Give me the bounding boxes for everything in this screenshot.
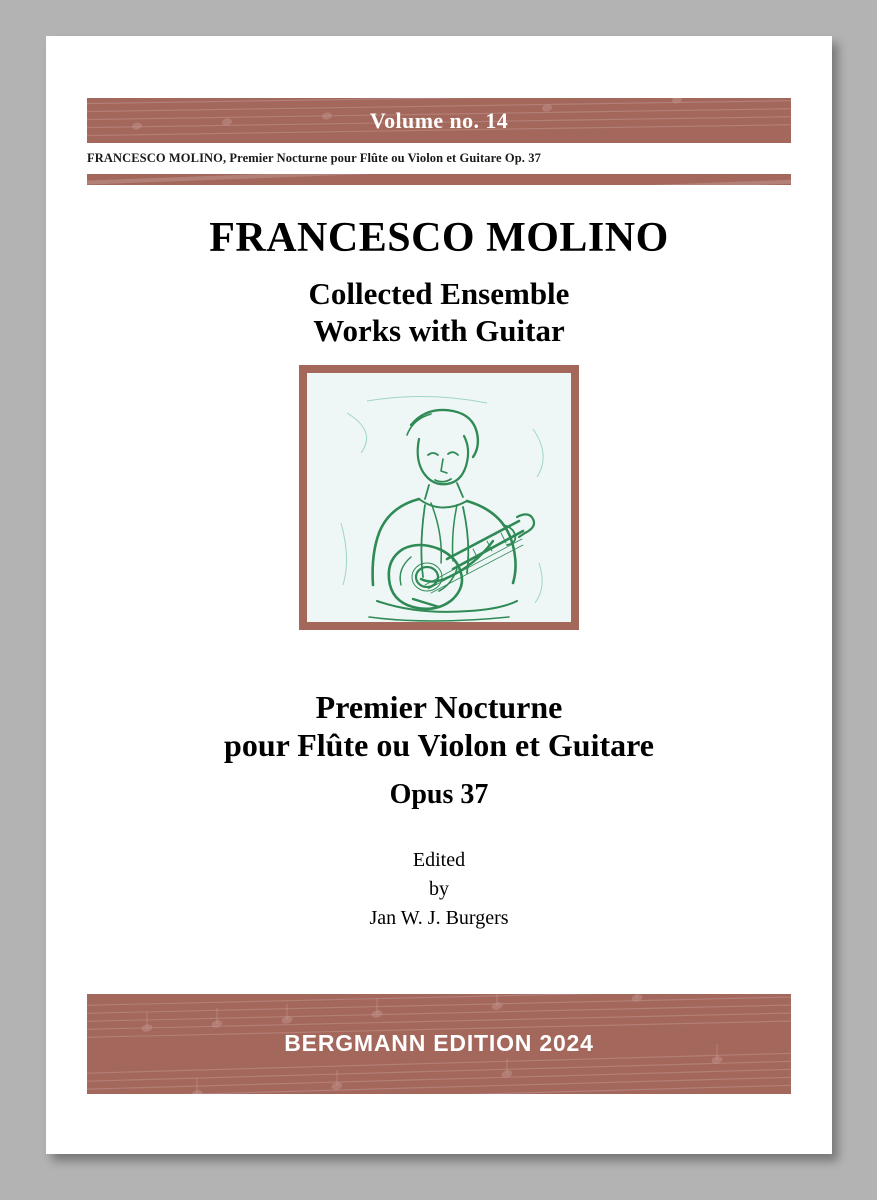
series-title-line-2: Works with Guitar bbox=[313, 312, 565, 348]
cover-page bbox=[46, 36, 832, 1154]
series-title bbox=[46, 276, 832, 350]
bottom-banner bbox=[87, 994, 791, 1094]
volume-number: Volume no. 14 bbox=[369, 108, 509, 133]
illustration-frame bbox=[299, 365, 579, 630]
work-title-line-1: Premier Nocturne bbox=[315, 689, 563, 725]
edited-label: Edited bbox=[412, 849, 466, 871]
publisher-imprint: BERGMANN EDITION 2024 bbox=[284, 1030, 594, 1056]
by-label: by bbox=[429, 878, 449, 900]
top-banner bbox=[87, 98, 791, 143]
composer-name: FRANCESCO MOLINO bbox=[209, 215, 669, 261]
running-head: FRANCESCO MOLINO, Premier Nocturne pour Flûte ou Violon et Guitare Op. 37 bbox=[87, 151, 541, 165]
illustration bbox=[307, 373, 571, 622]
music-texture-divider bbox=[87, 174, 791, 185]
editor-name: Jan W. J. Burgers bbox=[369, 907, 509, 929]
work-title-line-2: pour Flûte ou Violon et Guitare bbox=[224, 727, 654, 764]
editor-credit bbox=[46, 846, 832, 933]
series-title-line-1: Collected Ensemble bbox=[308, 276, 570, 311]
work-title bbox=[46, 688, 832, 765]
divider-banner bbox=[87, 174, 791, 185]
guitarist-drawing-icon bbox=[307, 373, 571, 622]
opus-number: Opus 37 bbox=[389, 779, 489, 810]
